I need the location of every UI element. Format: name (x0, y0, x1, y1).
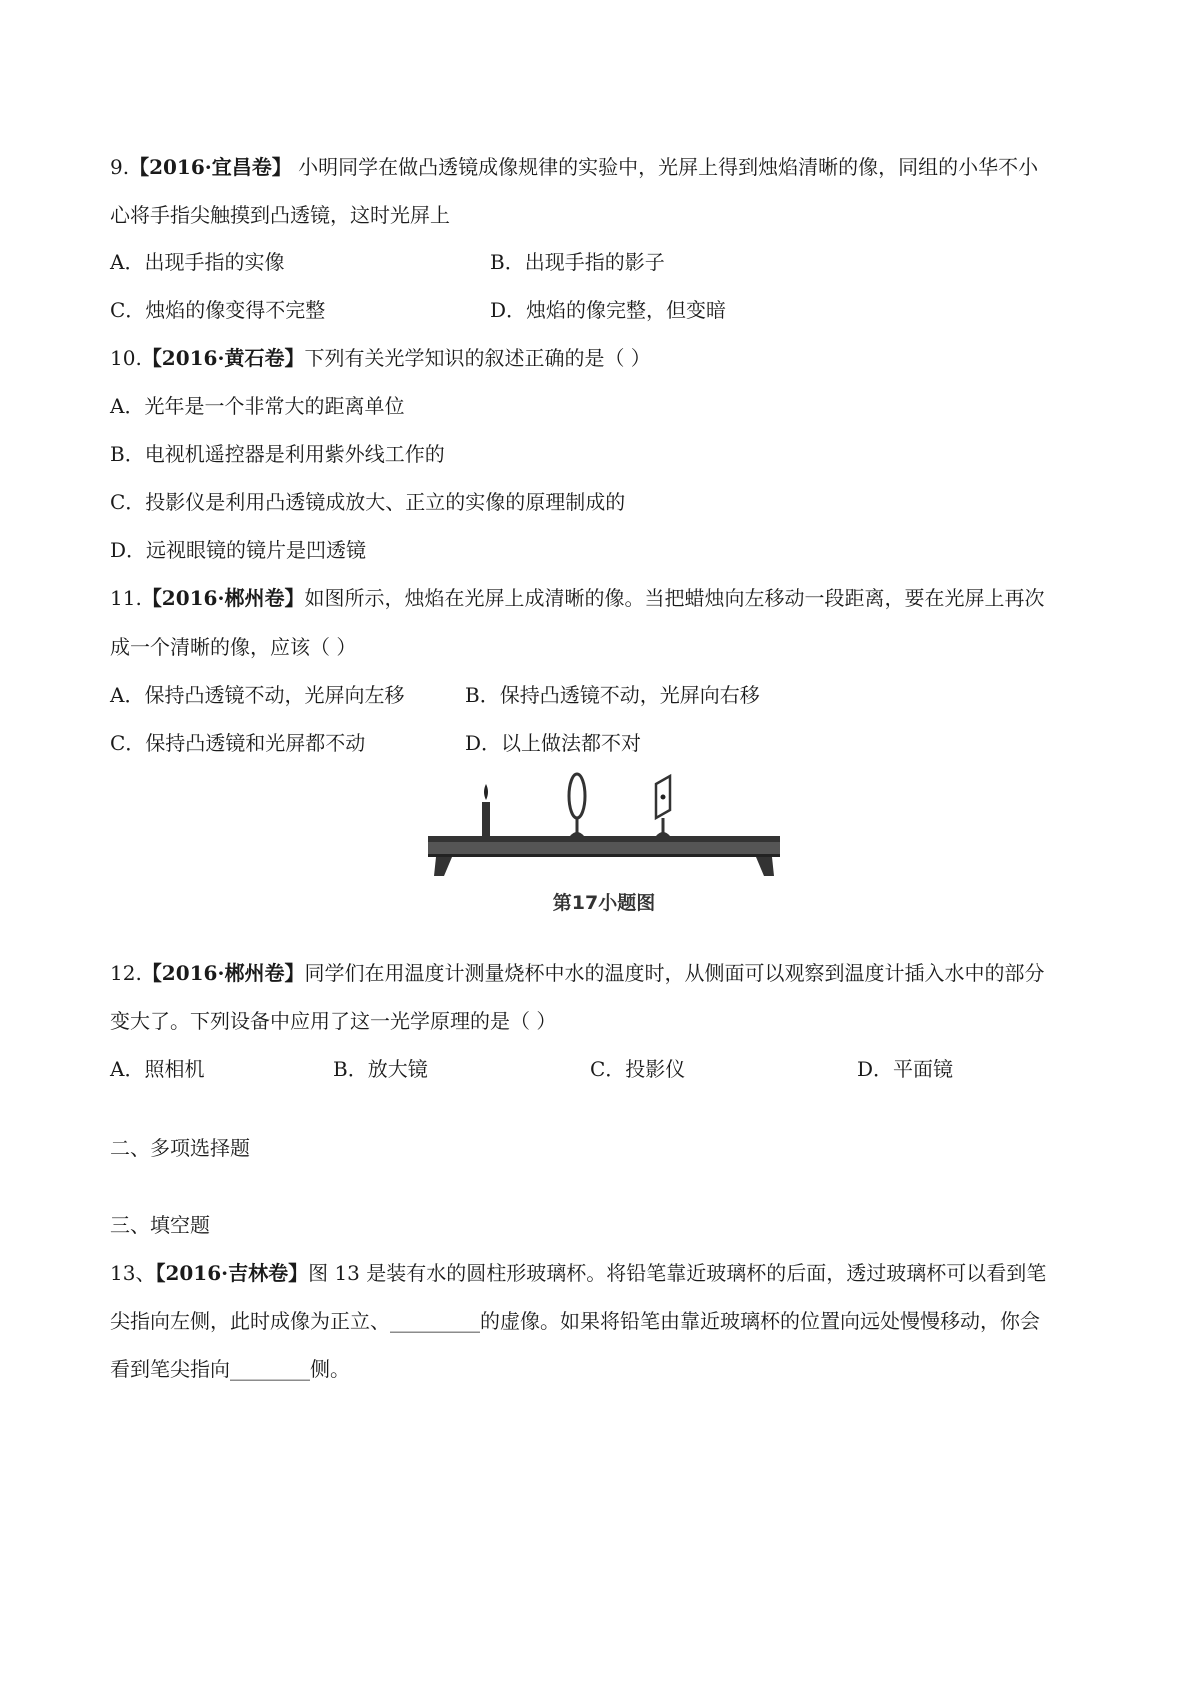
q12-option-a[interactable]: A．照相机 (110, 1057, 205, 1081)
q12-option-d[interactable]: D．平面镜 (857, 1057, 954, 1081)
q9-stem-part2: 心将手指尖触摸到凸透镜，这时光屏上 (110, 203, 450, 227)
q9-option-c[interactable]: C．烛焰的像变得不完整 (110, 298, 326, 322)
q11-stem-part1: 如图所示，烛焰在光屏上成清晰的像。当把蜡烛向左移动一段距离，要在光屏上再次 (304, 586, 1045, 610)
q10-source-tag: 【2016·黄石卷】 (141, 346, 305, 370)
q11-option-b[interactable]: B．保持凸透镜不动，光屏向右移 (465, 683, 760, 707)
q9-option-b[interactable]: B．出现手指的影子 (490, 250, 665, 274)
q10-line1 (110, 343, 651, 373)
q9-number: 9. (110, 155, 130, 179)
q10-option-b[interactable]: B．电视机遥控器是利用紫外线工作的 (110, 442, 445, 466)
q13-stem-part3: 看到笔尖指向________侧。 (110, 1357, 350, 1381)
q12-line1 (110, 958, 1044, 988)
q10-option-a[interactable]: A．光年是一个非常大的距离单位 (110, 394, 405, 418)
q11-line1 (110, 583, 1044, 613)
q12-option-b[interactable]: B．放大镜 (333, 1057, 428, 1081)
q12-stem-part2: 变大了。下列设备中应用了这一光学原理的是（ ） (110, 1009, 557, 1033)
section-multiple-choice-heading: 二、多项选择题 (110, 1136, 250, 1160)
q10-option-c[interactable]: C．投影仪是利用凸透镜成放大、正立的实像的原理制成的 (110, 490, 626, 514)
q10-number: 10. (110, 346, 142, 370)
q12-option-c[interactable]: C．投影仪 (590, 1057, 686, 1081)
q12-stem-part1: 同学们在用温度计测量烧杯中水的温度时，从侧面可以观察到温度计插入水中的部分 (304, 961, 1045, 985)
candle-icon (482, 784, 490, 836)
q13-number: 13、 (110, 1261, 156, 1285)
q12-number: 12. (110, 961, 142, 985)
q13-stem-part1: 图 13 是装有水的圆柱形玻璃杯。将铅笔靠近玻璃杯的后面，透过玻璃杯可以看到笔 (308, 1261, 1047, 1285)
q9-source-tag: 【2016·宜昌卷】 (129, 155, 292, 179)
q9-stem-part1: 小明同学在做凸透镜成像规律的实验中，光屏上得到烛焰清晰的像，同组的小华不小 (291, 155, 1039, 179)
q11-option-c[interactable]: C．保持凸透镜和光屏都不动 (110, 731, 366, 755)
q11-stem-part2: 成一个清晰的像，应该（ ） (110, 635, 357, 659)
q10-option-d[interactable]: D．远视眼镜的镜片是凹透镜 (110, 538, 367, 562)
optical-bench-illustration (428, 770, 780, 885)
figure-caption: 第17小题图 (552, 892, 656, 914)
q10-stem: 下列有关光学知识的叙述正确的是（ ） (304, 346, 651, 370)
q11-source-tag: 【2016·郴州卷】 (141, 586, 305, 610)
convex-lens-icon (569, 774, 585, 836)
q11-number: 11. (110, 586, 142, 610)
q11-option-d[interactable]: D．以上做法都不对 (465, 731, 642, 755)
q11-option-a[interactable]: A．保持凸透镜不动，光屏向左移 (110, 683, 405, 707)
optical-bench-figure (428, 770, 780, 930)
q9-option-a[interactable]: A．出现手指的实像 (110, 250, 285, 274)
section-fill-in-heading: 三、填空题 (110, 1213, 210, 1237)
q13-source-tag: 【2016·吉林卷】 (155, 1261, 309, 1285)
q12-source-tag: 【2016·郴州卷】 (141, 961, 305, 985)
optical-bench-icon (428, 836, 780, 876)
q13-stem-part2: 尖指向左侧，此时成像为正立、_________的虚像。如果将铅笔由靠近玻璃杯的位置向远处慢慢移动，你会 (110, 1309, 1040, 1333)
light-screen-icon (656, 776, 670, 836)
q9-line1 (110, 152, 1038, 182)
q9-option-d[interactable]: D．烛焰的像完整，但变暗 (490, 298, 727, 322)
q13-line1 (110, 1258, 1046, 1288)
